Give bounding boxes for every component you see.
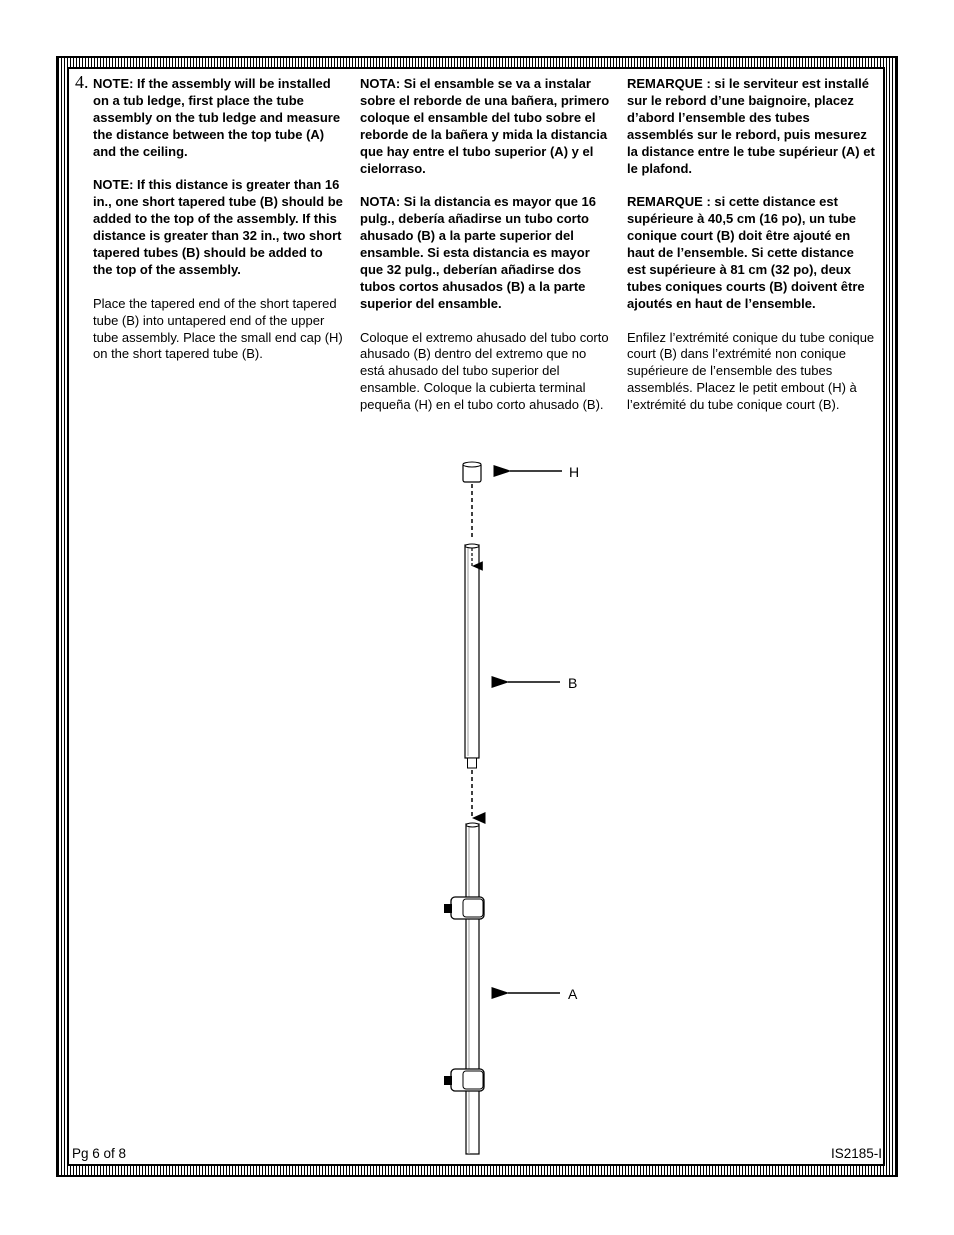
french-note-2: REMARQUE : si cette distance est supérieure à 40,5 cm (16 po), un tube conique court (B) doit être ajouté en haut de l’ensemble. Si cette distance est supérieure à 81 cm (32 po), deux tubes coniques courts (B) doivent être ajoutés en haut de l’ensemble. (627, 194, 865, 311)
english-instruction: Place the tapered end of the short tapered tube (B) into untapered end of the upper tube assembly. Place the small end cap (H) on the short tapered tube (B). (93, 295, 343, 362)
french-note-1: REMARQUE : si le serviteur est installé sur le rebord d’une baignoire, placez d’abord l’ensemble des tubes assemblés sur le rebord, puis mesurez la distance entre le tube supérieur (A) et le plafond. (627, 76, 875, 176)
spanish-note-1: NOTA: Si el ensamble se va a instalar sobre el reborde de una bañera, primero coloque el ensamble del tubo sobre el reborde de la bañera y mida la distancia que hay entre el tubo superior (A) y el cielorraso. (360, 76, 610, 176)
spanish-note-2: NOTA: Si la distancia es mayor que 16 pulg., debería añadirse un tubo corto ahusado (B) a la parte superior del ensamble. Si esta distancia es mayor que 32 pulg., deberían añadirse dos tubos cortos ahusados (B) a la parte superior del ensamble. (360, 194, 597, 311)
english-note-1: NOTE: If the assembly will be installed on a tub ledge, first place the tube assembly on the tub ledge and measure the distance between the top tube (A) and the ceiling. (93, 76, 341, 159)
end-cap-h (463, 462, 481, 482)
page-number: Pg 6 of 8 (72, 1146, 127, 1161)
spanish-instruction: Coloque el extremo ahusado del tubo corto ahusado (B) dentro del extremo que no está ahusado del tubo superior del ensamble. Coloque la cubierta terminal pequeña (H) en el tubo corto ahusado (B). (360, 329, 609, 413)
label-b: B (568, 675, 578, 691)
short-tapered-tube-b (465, 544, 479, 768)
tube-clamp-lower (444, 1069, 484, 1091)
french-instruction: Enfilez l’extrémité conique du tube conique court (B) dans l’extrémité non conique supérieure de l’ensemble des tubes assemblés. Placez le petit embout (H) à l’extrémité du tube conique court (B). (627, 329, 875, 413)
step-number: 4. (75, 72, 89, 92)
label-a: A (568, 986, 578, 1002)
english-note-2: NOTE: If this distance is greater than 16 in., one short tapered tube (B) should be added to the top of the assembly. If this distance is greater than 32 in., two short tapered tubes (B) should be added to the top of the assembly. (93, 177, 343, 277)
tube-clamp-upper (444, 897, 484, 919)
upper-tube-a (466, 823, 479, 1154)
document-id: IS2185-I (830, 1146, 882, 1161)
label-h: H (569, 464, 580, 480)
